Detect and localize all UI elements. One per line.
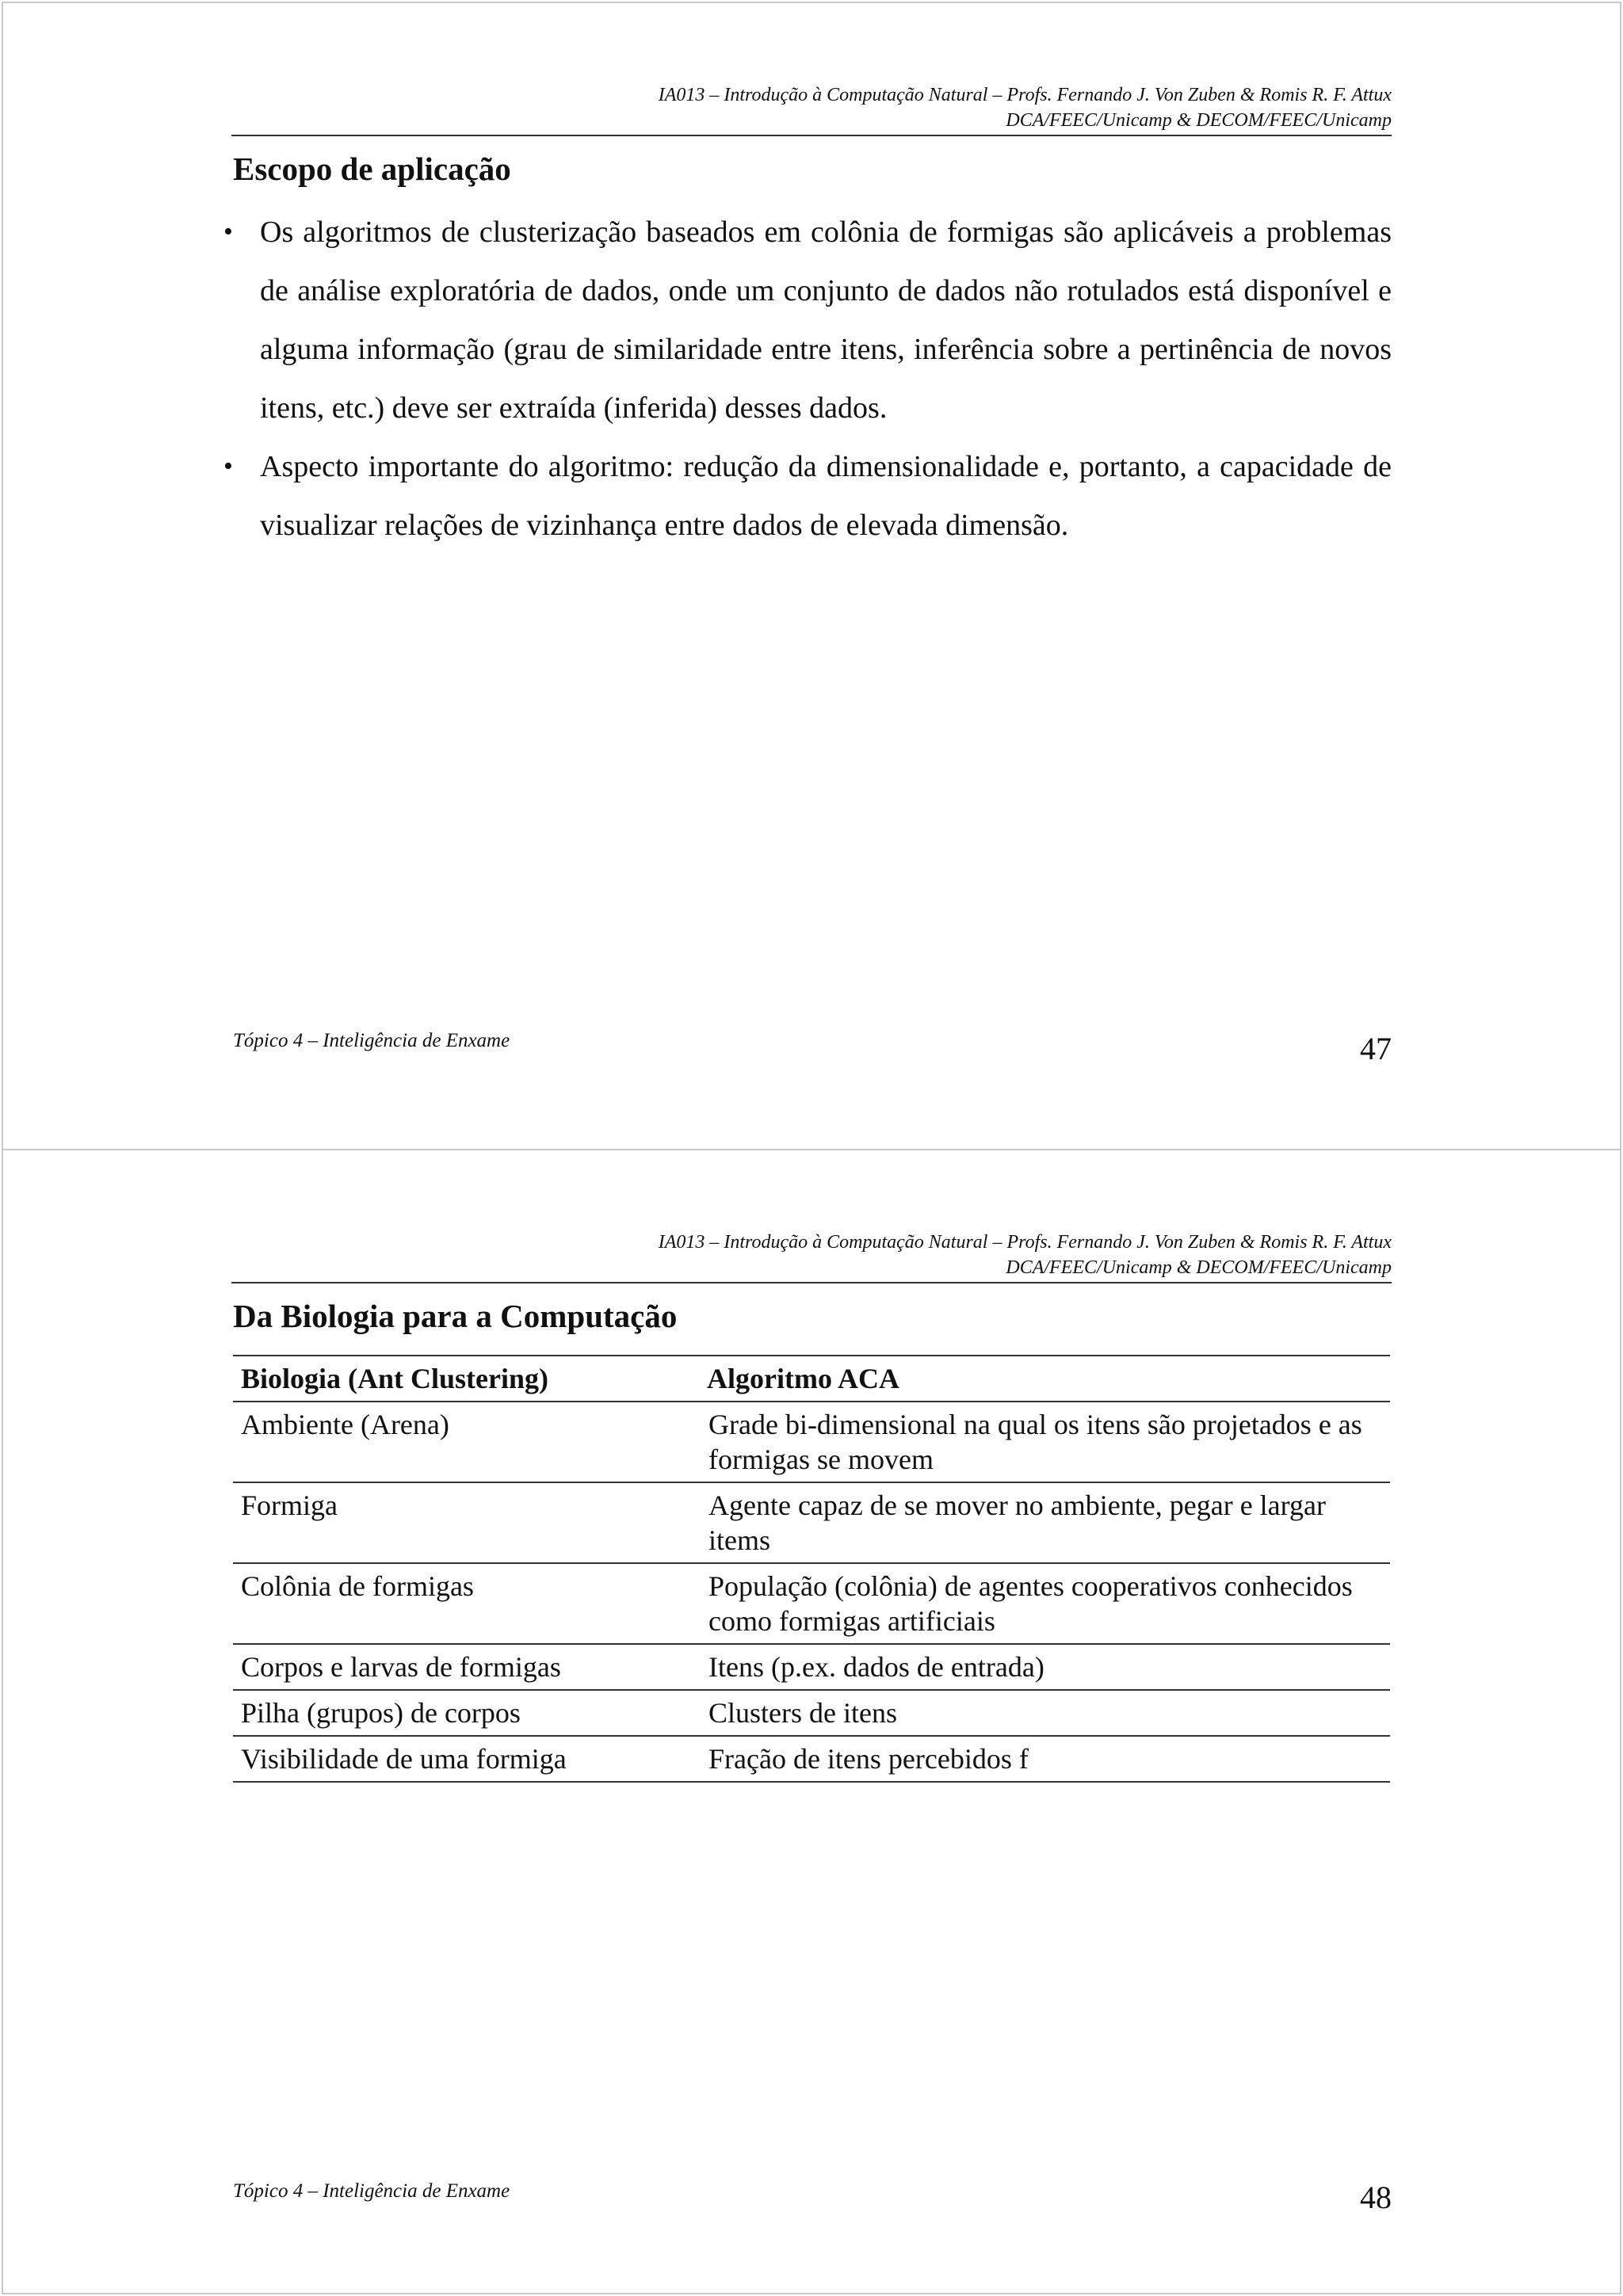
bullet-icon: • [223,217,233,246]
bullet-item [223,203,1392,437]
table-cell: Pilha (grupos) de corpos [233,1690,699,1736]
table-row [233,1402,1390,1482]
column-header-algorithm: Algoritmo ACA [699,1356,1390,1402]
biology-to-computation-table [233,1355,1390,1783]
table-cell: Formiga [233,1482,699,1563]
table-row [233,1482,1390,1563]
table-cell: Grade bi-dimensional na qual os itens são projetados e as formigas se movem [699,1402,1390,1482]
table-cell: Colônia de formigas [233,1563,699,1644]
table-cell: Itens (p.ex. dados de entrada) [699,1644,1390,1690]
table-cell: Agente capaz de se mover no ambiente, pegar e largar items [699,1482,1390,1563]
table-cell: Corpos e larvas de formigas [233,1644,699,1690]
slide-47-header [231,82,1392,136]
slide-48-header [231,1230,1392,1283]
slide-47-footer: Tópico 4 – Inteligência de Enxame [233,1030,510,1051]
table-row [233,1563,1390,1644]
table-cell: Visibilidade de uma formiga [233,1736,699,1782]
table-row [233,1736,1390,1782]
slide-48-title: Da Biologia para a Computação [233,1298,678,1334]
table-cell: Fração de itens percebidos f [699,1736,1390,1782]
table-row [233,1644,1390,1690]
bullet-text: Os algoritmos de clusterização baseados em colônia de formigas são aplicáveis a problemas de análise exploratória de dados, onde um conjunto de dados não rotulados está disponível e alguma informação (grau de similaridade entre itens, inferência sobre a pertinência de novos itens, etc.) deve ser extraída (inferida) desses dados. [260,215,1392,425]
course-header-line2: DCA/FEEC/Unicamp & DECOM/FEEC/Unicamp [1006,1257,1392,1278]
bullet-icon: • [223,452,233,481]
table-cell: Clusters de itens [699,1690,1390,1736]
course-header-line1: IA013 – Introdução à Computação Natural – Profs. Fernando J. Von Zuben & Romis R. F. Attux [658,85,1392,105]
course-header-line2: DCA/FEEC/Unicamp & DECOM/FEEC/Unicamp [1006,110,1392,131]
bullet-text: Aspecto importante do algoritmo: redução da dimensionalidade e, portanto, a capacidade de visualizar relações de vizinhança entre dados de elevada dimensão. [260,450,1392,542]
slide-47-title: Escopo de aplicação [233,151,511,187]
slide-48-footer: Tópico 4 – Inteligência de Enxame [233,2180,510,2202]
slide-47-page-number: 47 [1360,1031,1392,1066]
slide-47-bullet-list [223,203,1392,555]
column-header-biology: Biologia (Ant Clustering) [233,1356,699,1402]
table-cell: Ambiente (Arena) [233,1402,699,1482]
table-row [233,1690,1390,1736]
table-cell: População (colônia) de agentes cooperativos conhecidos como formigas artificiais [699,1563,1390,1644]
table-header-row [233,1356,1390,1402]
course-header-line1: IA013 – Introdução à Computação Natural – Profs. Fernando J. Von Zuben & Romis R. F. Attux [658,1232,1392,1253]
slide-48-page-number: 48 [1360,2180,1392,2215]
bullet-item [223,437,1392,555]
